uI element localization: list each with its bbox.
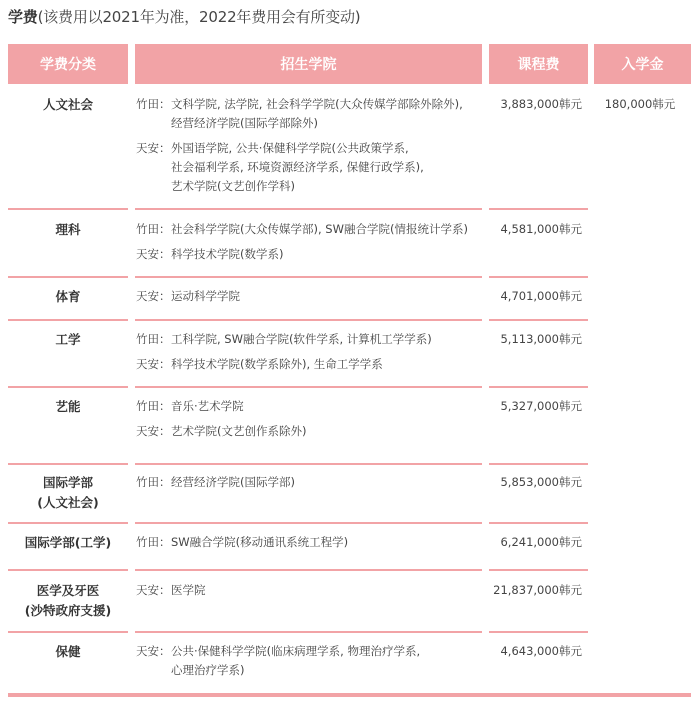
row-divider <box>489 319 588 321</box>
row-colleges <box>136 581 486 600</box>
college-text: 科学技术学院(数学系除外), 生命工学学系 <box>171 357 383 371</box>
tuition-fee: 4,581,000韩元 <box>500 222 582 236</box>
college-text: 经营经济学院(国际学部) <box>171 475 295 489</box>
tuition-fee: 4,643,000韩元 <box>500 644 582 658</box>
row-colleges <box>136 397 486 441</box>
campus-prefix: 天安： <box>136 424 171 438</box>
college-text: 科学技术学院(数学系) <box>171 247 284 261</box>
campus-group <box>136 330 486 349</box>
category-text: 医学及牙医 <box>36 583 100 598</box>
category-text: 体育 <box>55 289 81 304</box>
college-line <box>136 220 486 239</box>
row-colleges <box>136 642 486 680</box>
tuition-fee: 5,113,000韩元 <box>500 332 582 346</box>
college-text: 公共·保健科学学院(临床病理学系, 物理治疗学系, <box>171 644 421 658</box>
tuition-fee: 6,241,000韩元 <box>500 535 582 549</box>
campus-prefix: 天安： <box>136 289 171 303</box>
campus-prefix: 天安： <box>136 357 171 371</box>
campus-prefix: 竹田： <box>136 535 171 549</box>
college-text: 艺术学院(文艺创作学科) <box>171 179 295 193</box>
category-text: (沙特政府支援) <box>24 603 112 618</box>
campus-group <box>136 533 486 552</box>
campus-prefix: 天安： <box>136 583 171 597</box>
row-category <box>8 581 128 621</box>
college-line <box>136 139 486 158</box>
college-line <box>136 661 486 680</box>
college-line <box>136 642 486 661</box>
campus-prefix: 竹田： <box>136 332 171 346</box>
row-divider <box>135 522 482 524</box>
row-divider <box>135 319 482 321</box>
campus-group <box>136 139 486 196</box>
row-divider <box>489 631 588 633</box>
college-line <box>136 287 486 306</box>
row-colleges <box>136 95 486 196</box>
admission-fee: 180,000韩元 <box>604 97 676 111</box>
college-line <box>136 95 486 114</box>
row-category <box>8 330 128 350</box>
category-text: 国际学部 <box>42 475 93 490</box>
tuition-fee: 5,327,000韩元 <box>500 399 582 413</box>
row-divider <box>8 522 128 524</box>
row-category <box>8 473 128 513</box>
row-divider <box>8 569 128 571</box>
category-text: 艺能 <box>55 399 81 414</box>
row-divider <box>489 386 588 388</box>
header-tuition: 课程费 <box>489 44 588 84</box>
row-divider <box>8 463 128 465</box>
campus-prefix: 天安： <box>136 141 171 155</box>
college-line <box>136 397 486 416</box>
college-line <box>136 114 486 133</box>
campus-group <box>136 245 486 264</box>
row-divider <box>489 208 588 210</box>
college-text: 心理治疗学系) <box>171 663 245 677</box>
campus-group <box>136 287 486 306</box>
title-note: (该费用以2021年为准，2022年费用会有所变动) <box>37 8 361 26</box>
college-text: 经营经济学院(国际学部除外) <box>171 116 318 130</box>
college-text: 音乐·艺术学院 <box>171 399 244 413</box>
college-line <box>136 422 486 441</box>
college-line <box>136 533 486 552</box>
table-bottom-border <box>8 693 691 697</box>
row-category <box>8 95 128 115</box>
campus-group <box>136 581 486 600</box>
campus-group <box>136 397 486 416</box>
campus-prefix: 天安： <box>136 644 171 658</box>
college-text: 社会科学学院(大众传媒学部), SW融合学院(情报统计学系) <box>171 222 468 236</box>
header-category: 学费分类 <box>8 44 128 84</box>
row-divider <box>8 276 128 278</box>
campus-group <box>136 220 486 239</box>
tuition-fee: 21,837,000韩元 <box>493 583 582 597</box>
campus-prefix: 竹田： <box>136 399 171 413</box>
category-text: 国际学部(工学) <box>24 535 112 550</box>
college-line <box>136 177 486 196</box>
category-text: 保健 <box>55 644 81 659</box>
row-colleges <box>136 533 486 552</box>
row-divider <box>489 463 588 465</box>
college-line <box>136 473 486 492</box>
college-line <box>136 245 486 264</box>
campus-prefix: 天安： <box>136 247 171 261</box>
tuition-fee: 3,883,000韩元 <box>500 97 582 111</box>
college-text: 外国语学院, 公共·保健科学学院(公共政策学系, <box>171 141 409 155</box>
row-divider <box>489 276 588 278</box>
college-text: 医学院 <box>171 583 206 597</box>
row-colleges <box>136 473 486 492</box>
college-text: 运动科学学院 <box>171 289 240 303</box>
row-divider <box>135 276 482 278</box>
tuition-fee: 4,701,000韩元 <box>500 289 582 303</box>
tuition-fee: 5,853,000韩元 <box>500 475 582 489</box>
header-admission: 入学金 <box>594 44 691 84</box>
row-divider <box>8 319 128 321</box>
campus-prefix: 竹田： <box>136 222 171 236</box>
row-category <box>8 533 128 553</box>
college-text: SW融合学院(移动通讯系统工程学) <box>171 535 349 549</box>
college-text: 工科学院, SW融合学院(软件学系, 计算机工学学系) <box>171 332 432 346</box>
category-text: 人文社会 <box>42 97 93 112</box>
college-line <box>136 355 486 374</box>
row-colleges <box>136 330 486 374</box>
campus-group <box>136 355 486 374</box>
row-divider <box>135 463 482 465</box>
row-divider <box>135 208 482 210</box>
row-divider <box>8 631 128 633</box>
college-text: 艺术学院(文艺创作系除外) <box>171 424 307 438</box>
campus-prefix: 竹田： <box>136 475 171 489</box>
row-divider <box>489 522 588 524</box>
college-text: 社会福利学系, 环境资源经济学系, 保健行政学系), <box>171 160 424 174</box>
title-bold: 学费 <box>8 8 38 26</box>
campus-group <box>136 422 486 441</box>
campus-group <box>136 95 486 133</box>
header-college: 招生学院 <box>135 44 482 84</box>
page-title <box>8 6 360 27</box>
row-category <box>8 220 128 240</box>
college-line <box>136 330 486 349</box>
college-text: 文科学院, 法学院, 社会科学学院(大众传媒学部除外除外), <box>171 97 463 111</box>
category-text: 理科 <box>55 222 81 237</box>
row-colleges <box>136 287 486 306</box>
row-category <box>8 642 128 662</box>
row-colleges <box>136 220 486 264</box>
row-divider <box>489 569 588 571</box>
category-text: 工学 <box>55 332 81 347</box>
college-line <box>136 581 486 600</box>
row-divider <box>135 631 482 633</box>
campus-group <box>136 642 486 680</box>
campus-prefix: 竹田： <box>136 97 171 111</box>
row-divider <box>8 208 128 210</box>
category-text: (人文社会) <box>37 495 99 510</box>
college-line <box>136 158 486 177</box>
row-divider <box>135 569 482 571</box>
row-category <box>8 287 128 307</box>
campus-group <box>136 473 486 492</box>
row-divider <box>8 386 128 388</box>
row-divider <box>135 386 482 388</box>
row-category <box>8 397 128 417</box>
